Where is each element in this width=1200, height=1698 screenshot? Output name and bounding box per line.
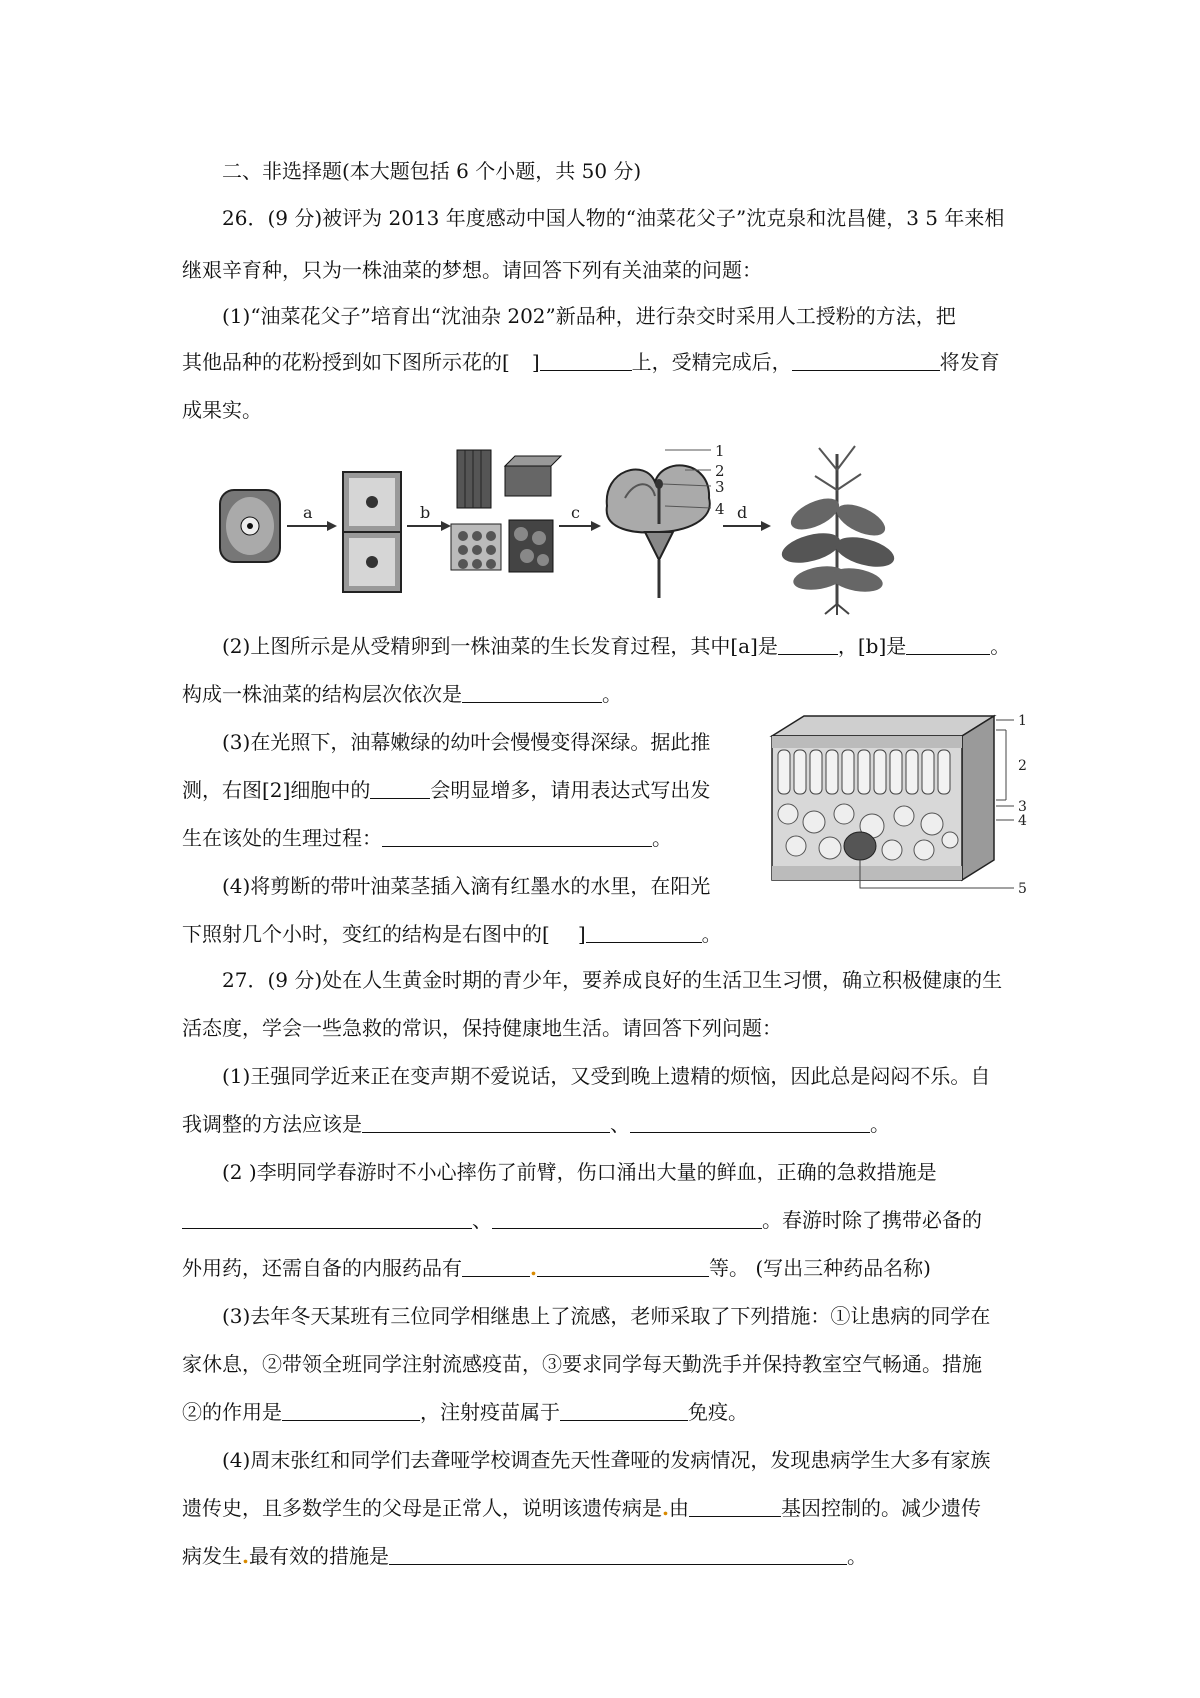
stray-mark: . <box>242 1544 249 1568</box>
text: 将发育 <box>939 350 1000 374</box>
text: 。 <box>602 682 622 706</box>
q26-p4-line2 <box>182 921 722 947</box>
leaf-label-4: 4 <box>1018 813 1027 829</box>
answer-blank[interactable] <box>630 1112 870 1133</box>
text: 外用药，还需自备的内服药品有 <box>182 1256 462 1280</box>
q27-p2-line3 <box>182 1255 931 1281</box>
q26-p3-line1: (3)在光照下，油幕嫩绿的幼叶会慢慢变得深绿。据此推 <box>222 730 711 754</box>
leaf-section-figure <box>760 708 1040 904</box>
flower-label-1: 1 <box>715 442 725 460</box>
text: 、 <box>610 1112 630 1136</box>
leaf-label-3: 3 <box>1018 799 1027 815</box>
answer-blank[interactable] <box>586 922 702 943</box>
q27-p2-line1: (2 )李明同学春游时不小心摔伤了前臂，伤口涌出大量的鲜血，正确的急救措施是 <box>222 1160 937 1184</box>
dividing-cells-icon <box>343 472 401 592</box>
text: 最有效的措施是 <box>248 1544 389 1568</box>
text: 由 <box>668 1496 689 1520</box>
q27-p1-line1: (1)王强同学近来正在变声期不爱说话，又受到晚上遗精的烦恼，因此总是闷闷不乐。自 <box>222 1064 991 1088</box>
q26-p1-line3: 成果实。 <box>182 398 262 422</box>
arrow-label-b: b <box>420 503 431 522</box>
rape-plant-icon <box>779 446 898 615</box>
text: 基因控制的。减少遗传 <box>780 1496 981 1520</box>
leaf-label-1: 1 <box>1018 713 1027 729</box>
text: 病发生 <box>182 1544 242 1568</box>
q27-p4-line2 <box>182 1495 981 1521</box>
answer-blank[interactable] <box>492 1208 762 1229</box>
flower-label-4: 4 <box>715 500 725 518</box>
arrow-label-a: a <box>303 503 313 522</box>
q27-p3-line1: (3)去年冬天某班有三位同学相继患上了流感，老师采取了下列措施：①让患病的同学在 <box>222 1304 991 1328</box>
answer-blank[interactable] <box>362 1112 610 1133</box>
answer-blank[interactable] <box>370 778 430 799</box>
answer-blank[interactable] <box>537 1256 709 1277</box>
q26-p1-line1: (1)“油菜花父子”培育出“沈油杂 202”新品种，进行杂交时采用人工授粉的方法，把 <box>222 304 956 328</box>
answer-blank[interactable] <box>389 1544 847 1565</box>
answer-blank[interactable] <box>792 350 940 371</box>
q27-p3-line3 <box>182 1399 748 1425</box>
text: 。 <box>652 826 672 850</box>
text: 生在该处的生理过程： <box>182 826 382 850</box>
answer-blank[interactable] <box>560 1400 688 1421</box>
q27-p1-line2 <box>182 1111 890 1137</box>
q26-p3-line3 <box>182 825 672 851</box>
text: ] <box>577 922 586 946</box>
tissues-icon <box>451 450 561 572</box>
text: 、 <box>472 1208 492 1232</box>
answer-blank[interactable] <box>906 634 990 655</box>
text: 免疫。 <box>688 1400 748 1424</box>
text: 会明显增多，请用表达式写出发 <box>430 778 711 802</box>
q26-p2-line1 <box>222 633 1010 659</box>
q27-p2-line2 <box>182 1207 982 1233</box>
answer-blank[interactable] <box>462 682 602 703</box>
q26-p2-line2 <box>182 681 622 707</box>
answer-blank[interactable] <box>182 1208 472 1229</box>
text: 遗传史，且多数学生的父母是正常人，说明该遗传病是 <box>182 1496 662 1520</box>
text: 上，受精完成后， <box>631 350 792 374</box>
development-figure <box>215 440 935 615</box>
text: (2)上图所示是从受精卵到一株油菜的生长发育过程，其中[a]是 <box>222 634 778 658</box>
text: 其他品种的花粉授到如下图所示花的[ <box>182 350 510 374</box>
flower-icon <box>607 442 725 598</box>
arrow-label-c: c <box>571 503 580 522</box>
q27-p4-line1: (4)周末张红和同学们去聋哑学校调查先天性聋哑的发病情况，发现患病学生大多有家族 <box>222 1448 991 1472</box>
q26-p3-line2 <box>182 777 710 803</box>
q26-line2: 继艰辛育种，只为一株油菜的梦想。请回答下列有关油菜的问题： <box>182 258 762 282</box>
flower-label-3: 3 <box>715 478 725 496</box>
stray-mark: . <box>530 1256 537 1280</box>
leaf-label-5: 5 <box>1018 881 1027 897</box>
leaf-label-2: 2 <box>1018 758 1027 774</box>
q26-p4-line1: (4)将剪断的带叶油菜茎插入滴有红墨水的水里，在阳光 <box>222 874 711 898</box>
text: 。 <box>701 922 722 946</box>
section-heading: 二、非选择题(本大题包括 6 个小题，共 50 分) <box>222 159 642 183</box>
flower-label-2: 2 <box>715 462 725 480</box>
text: ] <box>531 350 540 374</box>
text: 等。 (写出三种药品名称) <box>708 1256 931 1280</box>
text: 。 <box>990 634 1011 658</box>
text: ，[b]是 <box>837 634 907 658</box>
text: ，注射疫苗属于 <box>420 1400 560 1424</box>
answer-blank[interactable] <box>282 1400 420 1421</box>
answer-blank[interactable] <box>540 350 632 371</box>
zygote-icon <box>220 490 280 562</box>
q27-p3-line2: 家休息，②带领全班同学注射流感疫苗，③要求同学每天勤洗手并保持教室空气畅通。措施 <box>182 1352 982 1376</box>
stray-mark: . <box>662 1496 669 1520</box>
text: 下照射几个小时，变红的结构是右图中的[ <box>182 922 550 946</box>
text: 。 <box>846 1544 867 1568</box>
answer-blank[interactable] <box>689 1496 781 1517</box>
answer-blank[interactable] <box>778 634 838 655</box>
answer-blank[interactable] <box>382 826 652 847</box>
q26-p1-line2 <box>182 349 1000 375</box>
text: 测，右图[2]细胞中的 <box>182 778 371 802</box>
q26-line1: 26．(9 分)被评为 2013 年度感动中国人物的“油菜花父子”沈克泉和沈昌健，3 5 年来相 <box>222 206 1005 230</box>
text: 。春游时除了携带必备的 <box>762 1208 982 1232</box>
leaf-cross-section-icon <box>772 716 994 880</box>
q27-line2: 活态度，学会一些急救的常识，保持健康地生活。请回答下列问题： <box>182 1016 782 1040</box>
answer-blank[interactable] <box>462 1256 530 1277</box>
q27-p4-line3 <box>182 1543 867 1569</box>
q27-line1: 27．(9 分)处在人生黄金时期的青少年，要养成良好的生活卫生习惯，确立积极健康的生 <box>222 968 1003 992</box>
text: 我调整的方法应该是 <box>182 1112 362 1136</box>
text: 。 <box>870 1112 890 1136</box>
text: 构成一株油菜的结构层次依次是 <box>182 682 462 706</box>
arrow-label-d: d <box>737 503 748 522</box>
text: ②的作用是 <box>182 1400 282 1424</box>
